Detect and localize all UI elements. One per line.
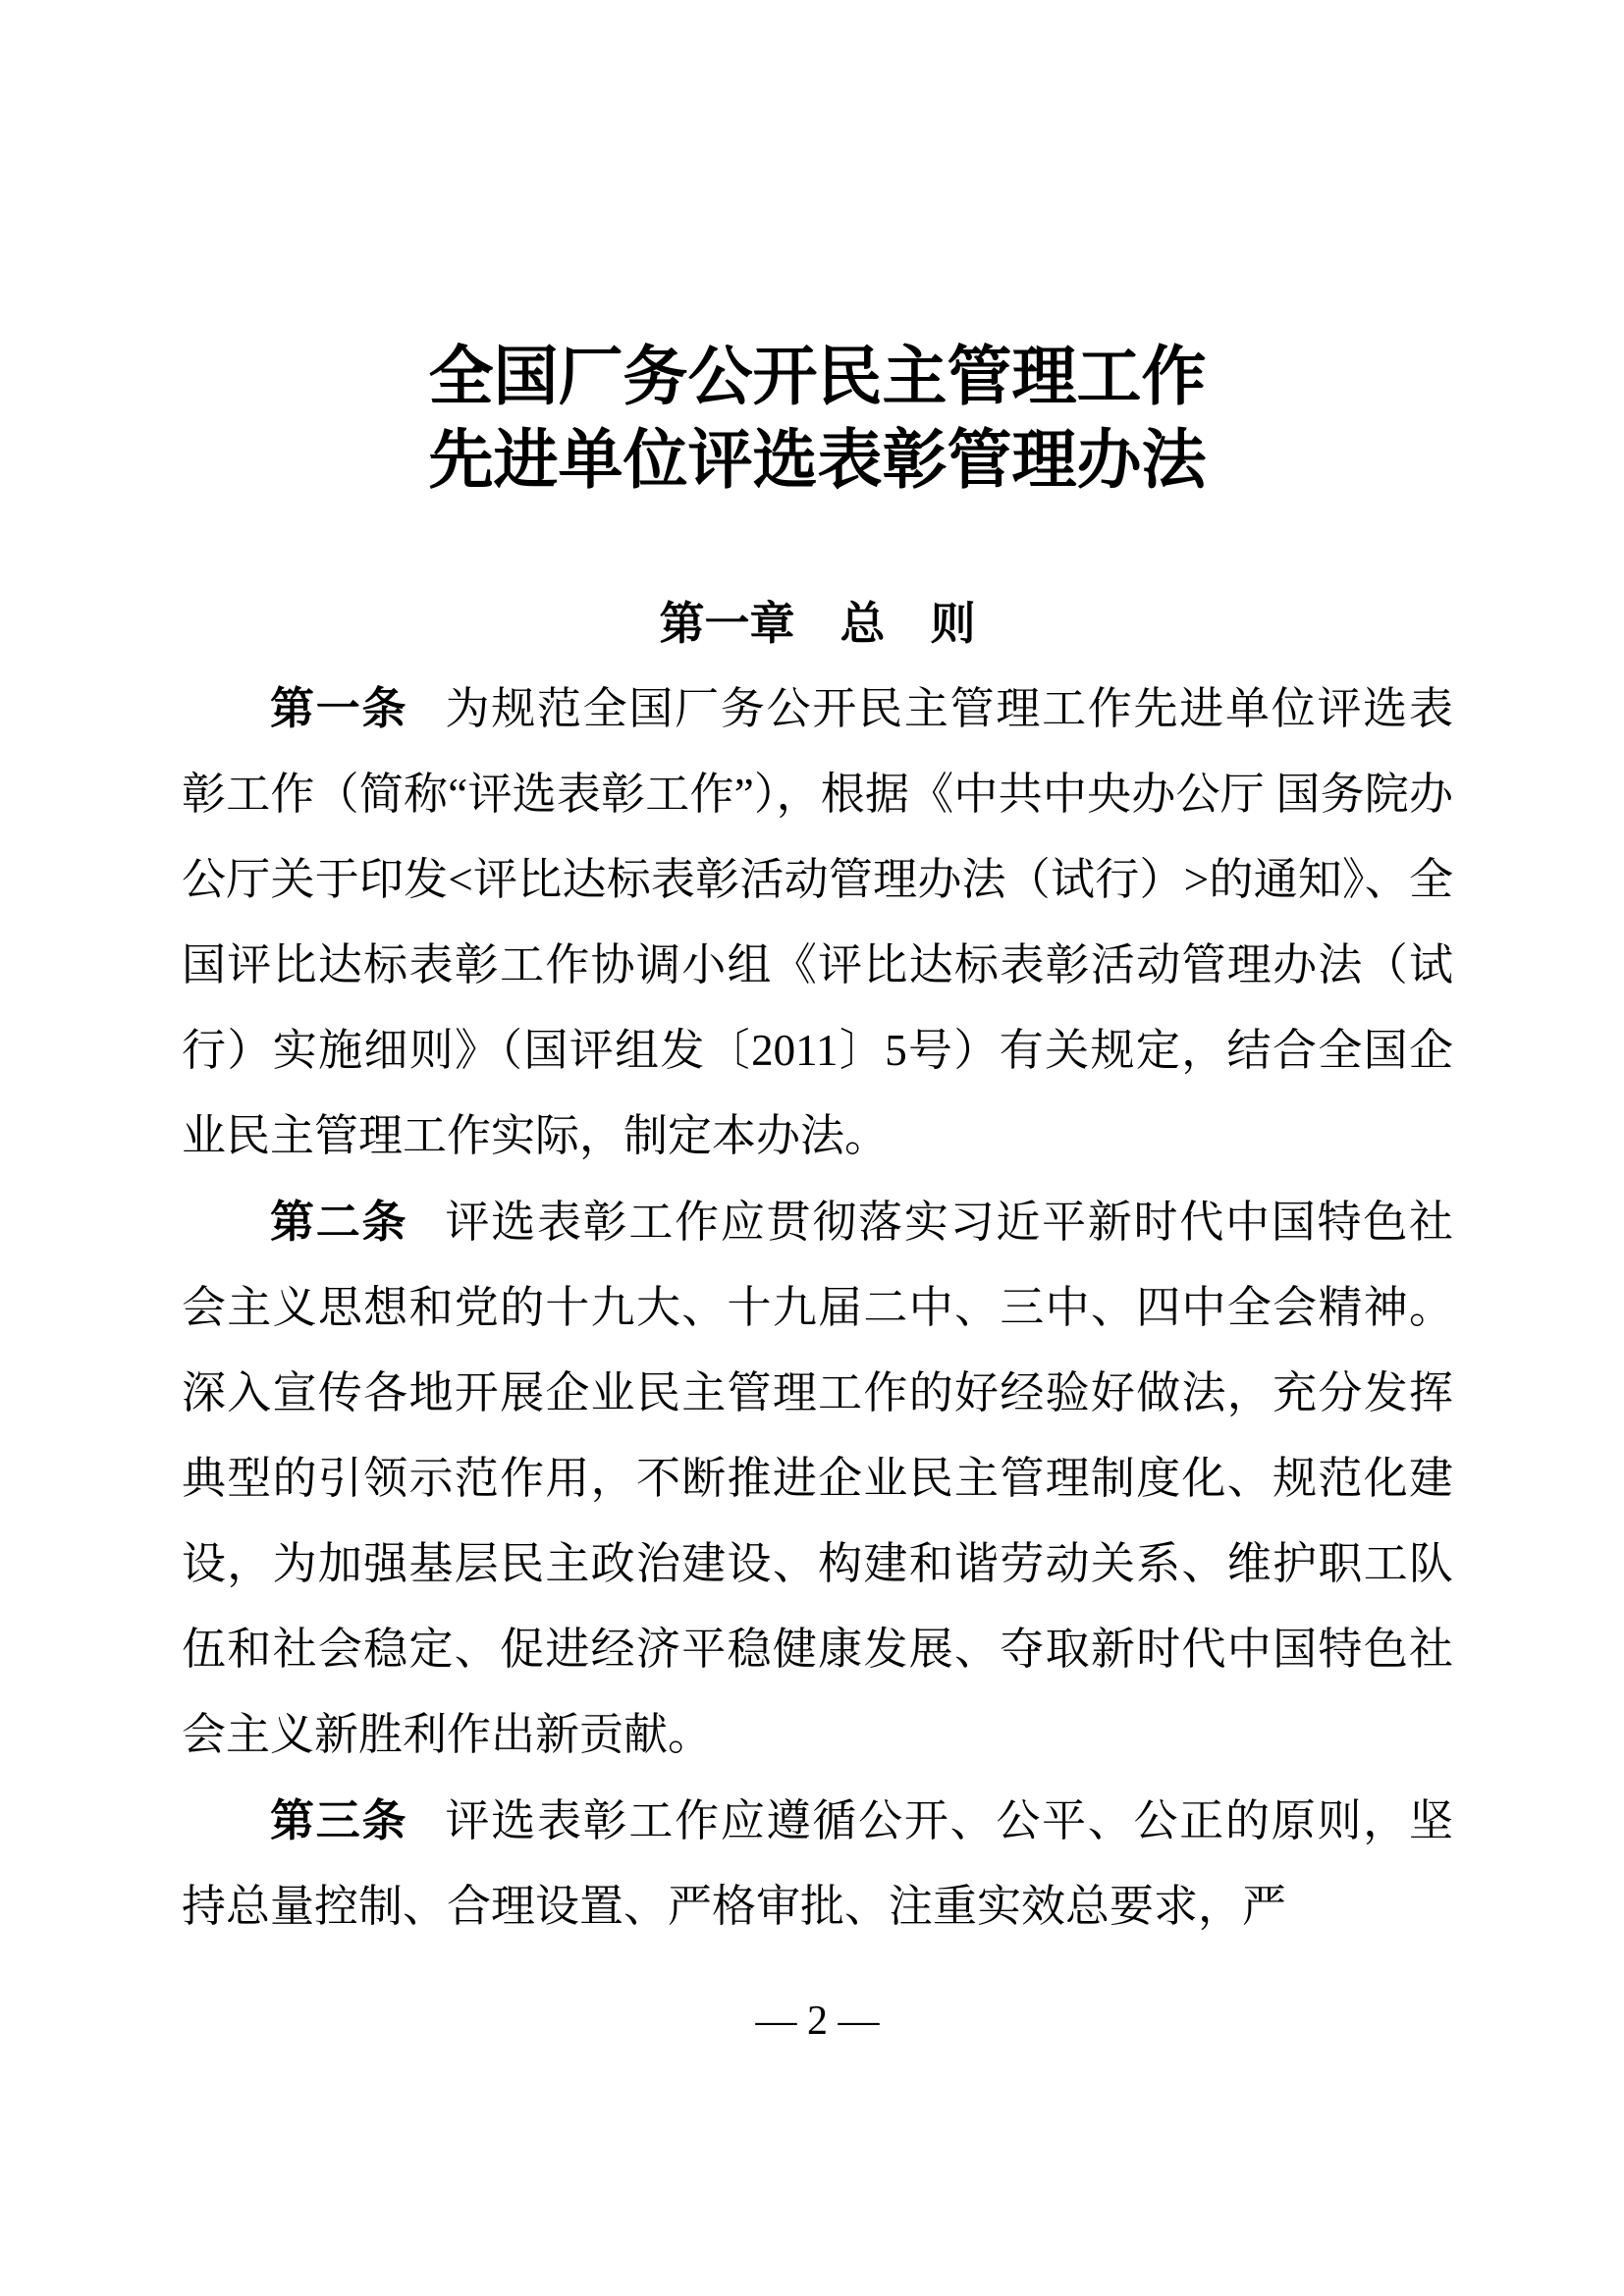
chapter-heading: 第一章 总 则: [659, 598, 976, 649]
article-3-text: 评选表彰工作应遵循公开、公平、公正的原则，坚持总量控制、合理设置、严格审批、注重实效总要求，严: [182, 1796, 1453, 1931]
document-title-line-2: 先进单位评选表彰管理办法: [428, 425, 1207, 497]
document-title-line-1: 全国厂务公开民主管理工作: [428, 342, 1207, 413]
document-body: [182, 666, 1453, 1949]
article-paragraph-1: [182, 666, 1453, 1179]
article-3-number: 第三条: [270, 1795, 408, 1845]
document-title: [182, 0, 1453, 503]
article-paragraph-2: [182, 1179, 1453, 1778]
article-1-number: 第一条: [270, 683, 408, 733]
article-1-text: 为规范全国厂务公开民主管理工作先进单位评选表彰工作（简称“评选表彰工作”），根据《中共中央办公厅 国务院办公厅关于印发<评比达标表彰活动管理办法（试行）>的通知》、全国评比达标表彰工作协调小组《评比达标表彰活动管理办法（试行）实施细则》（国评组发〔2011〕5号）有关规定，结合全国企业民主管理工作实际，制定本办法。: [182, 684, 1453, 1160]
article-paragraph-3: [182, 1778, 1453, 1949]
article-2-text: 评选表彰工作应贯彻落实习近平新时代中国特色社会主义思想和党的十九大、十九届二中、三中、四中全会精神。深入宣传各地开展企业民主管理工作的好经验好做法，充分发挥典型的引领示范作用，不断推进企业民主管理制度化、规范化建设，为加强基层民主政治建设、构建和谐劳动关系、维护职工队伍和社会稳定、促进经济平稳健康发展、夺取新时代中国特色社会主义新胜利作出新贡献。: [182, 1198, 1453, 1759]
page-number: — 2 —: [755, 1999, 880, 2044]
article-2-number: 第二条: [270, 1197, 408, 1247]
